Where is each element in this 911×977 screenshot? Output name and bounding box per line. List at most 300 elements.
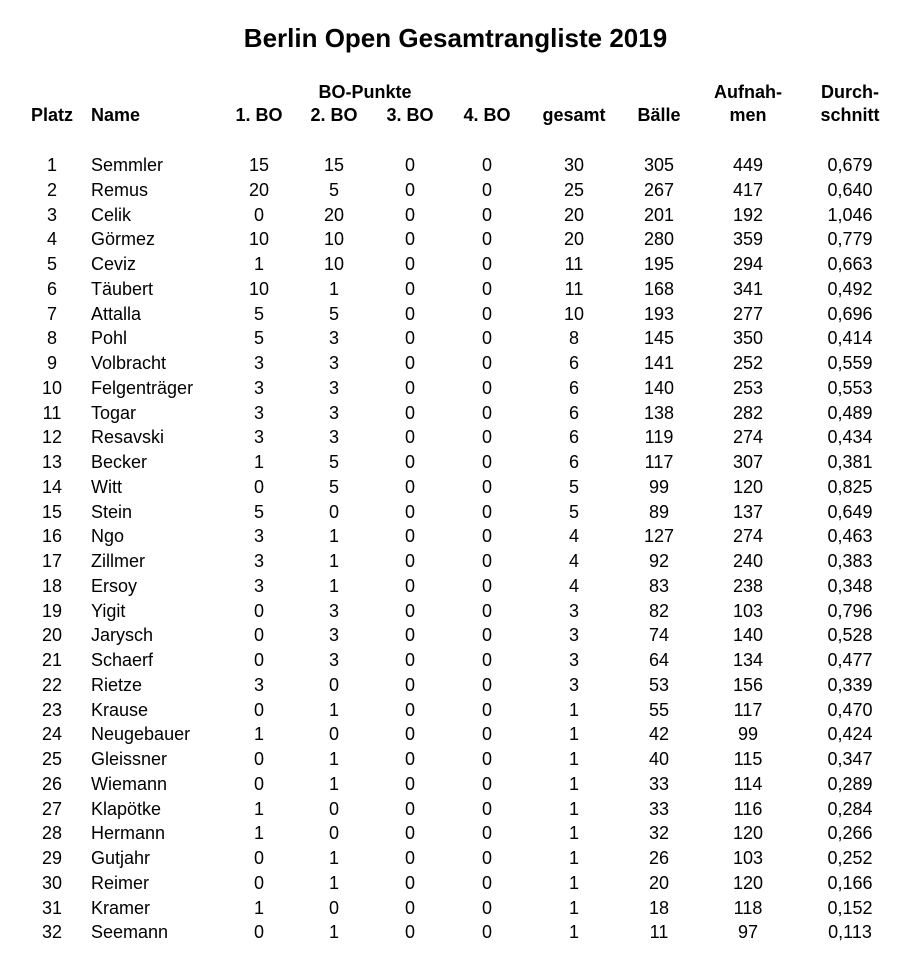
cell-platz: 12 bbox=[41, 427, 63, 448]
cell-platz: 13 bbox=[41, 452, 63, 472]
cell-aufnahmen: 118 bbox=[733, 897, 763, 918]
cell-gesamt: 11 bbox=[564, 254, 584, 274]
table-row bbox=[0, 722, 911, 747]
cell-bo3: 0 bbox=[404, 575, 415, 596]
cell-balle: 141 bbox=[643, 353, 675, 373]
cell-bo1: 0 bbox=[253, 650, 264, 670]
cell-balle: 168 bbox=[643, 278, 675, 299]
cell-bo1: 0 bbox=[253, 848, 264, 868]
cell-aufnahmen: 238 bbox=[732, 575, 764, 596]
page-title: Berlin Open Gesamtrangliste 2019 bbox=[243, 23, 668, 53]
cell-name: Stein bbox=[91, 501, 133, 522]
cell-bo3: 0 bbox=[404, 872, 415, 893]
cell-aufnahmen: 116 bbox=[733, 798, 763, 819]
cell-bo2: 3 bbox=[328, 625, 339, 646]
cell-durchschnitt: 0,347 bbox=[827, 749, 873, 769]
cell-balle: 53 bbox=[648, 674, 670, 695]
cell-bo3: 0 bbox=[404, 798, 415, 819]
cell-bo2: 1 bbox=[328, 551, 339, 571]
cell-gesamt: 5 bbox=[568, 501, 579, 522]
cell-bo3: 0 bbox=[404, 303, 415, 324]
cell-gesamt: 6 bbox=[568, 353, 579, 373]
cell-name: Krause bbox=[91, 699, 149, 720]
cell-platz: 16 bbox=[41, 526, 63, 547]
cell-bo4: 0 bbox=[481, 625, 492, 646]
cell-durchschnitt: 0,470 bbox=[827, 699, 873, 720]
cell-bo3: 0 bbox=[404, 724, 415, 745]
cell-bo4: 0 bbox=[481, 402, 492, 423]
cell-bo4: 0 bbox=[481, 278, 492, 299]
cell-balle: 33 bbox=[648, 798, 670, 819]
cell-platz: 22 bbox=[41, 674, 63, 695]
cell-gesamt: 1 bbox=[568, 773, 579, 794]
cell-name: Kramer bbox=[91, 897, 151, 918]
cell-balle: 99 bbox=[648, 476, 670, 497]
cell-bo2: 1 bbox=[328, 922, 339, 943]
cell-bo1: 10 bbox=[248, 278, 270, 299]
cell-aufnahmen: 252 bbox=[732, 353, 764, 373]
cell-balle: 83 bbox=[648, 575, 670, 596]
cell-bo4: 0 bbox=[481, 328, 492, 349]
cell-gesamt: 1 bbox=[568, 848, 579, 868]
cell-bo4: 0 bbox=[481, 204, 492, 225]
cell-bo1: 20 bbox=[248, 179, 270, 200]
cell-bo4: 0 bbox=[481, 179, 492, 200]
cell-bo4: 0 bbox=[481, 377, 492, 398]
cell-bo1: 0 bbox=[253, 600, 264, 621]
cell-bo4: 0 bbox=[481, 699, 492, 720]
cell-gesamt: 3 bbox=[568, 625, 579, 646]
cell-bo4: 0 bbox=[481, 650, 492, 670]
cell-balle: 138 bbox=[643, 402, 675, 423]
cell-bo4: 0 bbox=[481, 229, 492, 250]
cell-durchschnitt: 0,152 bbox=[827, 897, 873, 918]
cell-gesamt: 6 bbox=[568, 452, 579, 472]
ranking-table-body bbox=[0, 153, 911, 945]
table-row bbox=[0, 648, 911, 673]
cell-bo3: 0 bbox=[404, 229, 415, 250]
cell-platz: 7 bbox=[46, 303, 57, 324]
cell-bo3: 0 bbox=[404, 204, 415, 225]
header-aufnahmen bbox=[702, 81, 794, 127]
cell-aufnahmen: 103 bbox=[732, 848, 764, 868]
cell-bo3: 0 bbox=[404, 452, 415, 472]
cell-bo2: 1 bbox=[328, 749, 339, 769]
cell-bo4: 0 bbox=[481, 476, 492, 497]
cell-balle: 140 bbox=[643, 377, 675, 398]
table-row bbox=[0, 500, 911, 525]
cell-durchschnitt: 0,559 bbox=[827, 353, 873, 373]
cell-gesamt: 20 bbox=[563, 204, 585, 225]
table-row bbox=[0, 797, 911, 822]
cell-durchschnitt: 0,796 bbox=[827, 600, 873, 621]
cell-balle: 40 bbox=[648, 749, 670, 769]
cell-bo1: 5 bbox=[253, 303, 264, 324]
table-row bbox=[0, 772, 911, 797]
cell-bo1: 1 bbox=[253, 452, 264, 472]
cell-durchschnitt: 0,825 bbox=[827, 476, 873, 497]
table-row bbox=[0, 821, 911, 846]
cell-bo4: 0 bbox=[481, 897, 492, 918]
table-row bbox=[0, 401, 911, 426]
cell-bo2: 1 bbox=[328, 278, 339, 299]
table-row bbox=[0, 524, 911, 549]
header-aufnahmen-line1: Aufnah- bbox=[714, 82, 782, 102]
cell-bo4: 0 bbox=[481, 823, 492, 844]
cell-bo4: 0 bbox=[481, 674, 492, 695]
cell-platz: 19 bbox=[41, 600, 63, 621]
cell-balle: 20 bbox=[648, 872, 670, 893]
cell-aufnahmen: 134 bbox=[732, 650, 764, 670]
cell-bo3: 0 bbox=[404, 823, 415, 844]
cell-name: Felgenträger bbox=[91, 377, 194, 398]
cell-gesamt: 4 bbox=[568, 575, 579, 596]
cell-bo2: 10 bbox=[323, 254, 345, 274]
table-row bbox=[0, 475, 911, 500]
cell-bo1: 0 bbox=[253, 922, 264, 943]
cell-durchschnitt: 0,113 bbox=[828, 922, 872, 943]
cell-bo1: 3 bbox=[253, 402, 264, 423]
cell-platz: 10 bbox=[41, 377, 63, 398]
cell-platz: 29 bbox=[41, 848, 63, 868]
cell-bo1: 3 bbox=[253, 353, 264, 373]
cell-aufnahmen: 156 bbox=[732, 674, 764, 695]
cell-bo1: 1 bbox=[253, 798, 264, 819]
cell-name: Täubert bbox=[91, 278, 154, 299]
cell-bo1: 1 bbox=[253, 254, 264, 274]
cell-bo2: 5 bbox=[328, 476, 339, 497]
cell-bo3: 0 bbox=[404, 749, 415, 769]
cell-platz: 15 bbox=[41, 501, 63, 522]
cell-bo2: 3 bbox=[328, 650, 339, 670]
cell-durchschnitt: 0,528 bbox=[827, 625, 873, 646]
cell-balle: 305 bbox=[643, 155, 675, 175]
cell-bo3: 0 bbox=[404, 625, 415, 646]
cell-bo2: 0 bbox=[328, 501, 339, 522]
table-row bbox=[0, 549, 911, 574]
cell-balle: 280 bbox=[643, 229, 675, 250]
cell-gesamt: 1 bbox=[568, 897, 579, 918]
cell-bo2: 0 bbox=[328, 823, 339, 844]
cell-balle: 33 bbox=[648, 773, 670, 794]
cell-platz: 17 bbox=[41, 551, 63, 571]
cell-name: Neugebauer bbox=[91, 724, 191, 745]
cell-durchschnitt: 0,679 bbox=[827, 155, 873, 175]
cell-bo2: 1 bbox=[328, 575, 339, 596]
cell-bo1: 0 bbox=[253, 699, 264, 720]
cell-aufnahmen: 140 bbox=[732, 625, 764, 646]
cell-bo1: 0 bbox=[253, 625, 264, 646]
cell-durchschnitt: 0,381 bbox=[827, 452, 873, 472]
cell-bo2: 5 bbox=[328, 179, 339, 200]
cell-bo3: 0 bbox=[404, 427, 415, 448]
table-row bbox=[0, 178, 911, 203]
cell-bo3: 0 bbox=[404, 501, 415, 522]
header-name: Name bbox=[91, 105, 141, 125]
cell-gesamt: 4 bbox=[568, 551, 579, 571]
cell-aufnahmen: 120 bbox=[732, 823, 764, 844]
cell-balle: 11 bbox=[649, 922, 669, 943]
table-row bbox=[0, 425, 911, 450]
cell-gesamt: 1 bbox=[568, 823, 579, 844]
cell-aufnahmen: 240 bbox=[732, 551, 764, 571]
table-row bbox=[0, 747, 911, 772]
cell-balle: 55 bbox=[648, 699, 670, 720]
cell-gesamt: 1 bbox=[568, 922, 579, 943]
cell-durchschnitt: 0,779 bbox=[827, 229, 873, 250]
cell-aufnahmen: 97 bbox=[737, 922, 759, 943]
header-balle: Bälle bbox=[637, 105, 681, 125]
cell-durchschnitt: 0,492 bbox=[827, 278, 873, 299]
cell-bo4: 0 bbox=[481, 600, 492, 621]
cell-durchschnitt: 0,663 bbox=[827, 254, 873, 274]
cell-name: Remus bbox=[91, 179, 149, 200]
cell-bo2: 0 bbox=[328, 897, 339, 918]
cell-aufnahmen: 294 bbox=[732, 254, 764, 274]
cell-balle: 74 bbox=[648, 625, 670, 646]
cell-gesamt: 25 bbox=[563, 179, 585, 200]
cell-platz: 21 bbox=[41, 650, 63, 670]
table-row bbox=[0, 896, 911, 921]
cell-gesamt: 1 bbox=[568, 872, 579, 893]
cell-name: Jarysch bbox=[91, 625, 154, 646]
cell-bo3: 0 bbox=[404, 377, 415, 398]
cell-bo2: 15 bbox=[323, 155, 345, 175]
cell-bo1: 0 bbox=[253, 204, 264, 225]
cell-balle: 26 bbox=[648, 848, 670, 868]
cell-durchschnitt: 0,649 bbox=[827, 501, 873, 522]
cell-bo2: 1 bbox=[328, 773, 339, 794]
cell-durchschnitt: 0,289 bbox=[827, 773, 873, 794]
cell-name: Volbracht bbox=[91, 353, 167, 373]
cell-bo4: 0 bbox=[481, 452, 492, 472]
cell-platz: 9 bbox=[46, 353, 57, 373]
cell-bo4: 0 bbox=[481, 303, 492, 324]
cell-bo1: 1 bbox=[253, 897, 264, 918]
cell-bo2: 0 bbox=[328, 798, 339, 819]
cell-platz: 6 bbox=[46, 278, 57, 299]
cell-bo4: 0 bbox=[481, 526, 492, 547]
cell-durchschnitt: 0,414 bbox=[827, 328, 873, 349]
cell-bo1: 0 bbox=[253, 773, 264, 794]
cell-gesamt: 3 bbox=[568, 600, 579, 621]
cell-gesamt: 30 bbox=[563, 155, 585, 175]
cell-gesamt: 3 bbox=[568, 650, 579, 670]
cell-balle: 127 bbox=[643, 526, 675, 547]
cell-platz: 11 bbox=[42, 402, 62, 423]
cell-gesamt: 1 bbox=[568, 749, 579, 769]
cell-durchschnitt: 0,489 bbox=[827, 402, 873, 423]
cell-name: Görmez bbox=[91, 229, 156, 250]
cell-gesamt: 6 bbox=[568, 402, 579, 423]
header-bo2: 2. BO bbox=[310, 105, 358, 125]
cell-name: Ceviz bbox=[91, 254, 137, 274]
header-durchschnitt-line1: Durch- bbox=[821, 82, 879, 102]
cell-bo1: 1 bbox=[253, 823, 264, 844]
cell-bo2: 3 bbox=[328, 328, 339, 349]
cell-platz: 20 bbox=[41, 625, 63, 646]
cell-name: Becker bbox=[91, 452, 148, 472]
cell-balle: 267 bbox=[643, 179, 675, 200]
cell-bo2: 1 bbox=[328, 699, 339, 720]
cell-bo2: 0 bbox=[328, 674, 339, 695]
cell-bo1: 15 bbox=[248, 155, 270, 175]
cell-aufnahmen: 350 bbox=[732, 328, 764, 349]
cell-bo2: 5 bbox=[328, 452, 339, 472]
cell-gesamt: 5 bbox=[568, 476, 579, 497]
cell-aufnahmen: 417 bbox=[732, 179, 764, 200]
cell-aufnahmen: 277 bbox=[732, 303, 764, 324]
cell-bo3: 0 bbox=[404, 254, 415, 274]
cell-bo4: 0 bbox=[481, 427, 492, 448]
cell-bo1: 10 bbox=[248, 229, 270, 250]
cell-bo4: 0 bbox=[481, 155, 492, 175]
cell-durchschnitt: 0,553 bbox=[827, 377, 873, 398]
cell-bo3: 0 bbox=[404, 699, 415, 720]
cell-platz: 32 bbox=[41, 922, 63, 943]
cell-bo1: 3 bbox=[253, 427, 264, 448]
header-bo3: 3. BO bbox=[386, 105, 434, 125]
cell-aufnahmen: 449 bbox=[732, 155, 764, 175]
cell-balle: 82 bbox=[648, 600, 670, 621]
cell-bo1: 3 bbox=[253, 551, 264, 571]
cell-name: Ersoy bbox=[91, 575, 138, 596]
cell-bo3: 0 bbox=[404, 476, 415, 497]
cell-balle: 18 bbox=[648, 897, 670, 918]
cell-name: Ngo bbox=[91, 526, 125, 547]
cell-bo3: 0 bbox=[404, 551, 415, 571]
cell-aufnahmen: 120 bbox=[732, 872, 764, 893]
cell-bo2: 5 bbox=[328, 303, 339, 324]
cell-gesamt: 11 bbox=[564, 278, 584, 299]
cell-bo3: 0 bbox=[404, 526, 415, 547]
cell-aufnahmen: 103 bbox=[732, 600, 764, 621]
cell-name: Semmler bbox=[91, 155, 164, 175]
cell-bo4: 0 bbox=[481, 773, 492, 794]
cell-bo1: 5 bbox=[253, 328, 264, 349]
table-row bbox=[0, 227, 911, 252]
cell-platz: 14 bbox=[41, 476, 63, 497]
cell-balle: 117 bbox=[644, 452, 674, 472]
cell-aufnahmen: 253 bbox=[732, 377, 764, 398]
cell-bo3: 0 bbox=[404, 328, 415, 349]
cell-bo2: 3 bbox=[328, 427, 339, 448]
table-row bbox=[0, 277, 911, 302]
cell-bo3: 0 bbox=[404, 353, 415, 373]
cell-balle: 201 bbox=[643, 204, 675, 225]
cell-name: Gleissner bbox=[91, 749, 168, 769]
cell-bo3: 0 bbox=[404, 179, 415, 200]
cell-name: Seemann bbox=[91, 922, 169, 943]
cell-gesamt: 6 bbox=[568, 377, 579, 398]
cell-gesamt: 10 bbox=[563, 303, 585, 324]
cell-platz: 3 bbox=[46, 204, 57, 225]
cell-name: Attalla bbox=[91, 303, 142, 324]
cell-bo1: 1 bbox=[253, 724, 264, 745]
cell-balle: 32 bbox=[648, 823, 670, 844]
cell-aufnahmen: 99 bbox=[737, 724, 759, 745]
table-row bbox=[0, 920, 911, 945]
cell-bo1: 5 bbox=[253, 501, 264, 522]
table-row bbox=[0, 302, 911, 327]
table-row bbox=[0, 203, 911, 228]
cell-durchschnitt: 0,252 bbox=[827, 848, 873, 868]
cell-name: Togar bbox=[91, 402, 137, 423]
cell-durchschnitt: 0,696 bbox=[827, 303, 873, 324]
cell-aufnahmen: 120 bbox=[732, 476, 764, 497]
cell-durchschnitt: 0,348 bbox=[827, 575, 873, 596]
cell-gesamt: 1 bbox=[568, 798, 579, 819]
cell-durchschnitt: 0,463 bbox=[827, 526, 873, 547]
cell-bo1: 3 bbox=[253, 377, 264, 398]
cell-platz: 5 bbox=[46, 254, 57, 274]
cell-bo4: 0 bbox=[481, 872, 492, 893]
cell-bo2: 0 bbox=[328, 724, 339, 745]
cell-bo4: 0 bbox=[481, 575, 492, 596]
table-row bbox=[0, 252, 911, 277]
cell-bo4: 0 bbox=[481, 254, 492, 274]
cell-bo2: 3 bbox=[328, 377, 339, 398]
cell-bo3: 0 bbox=[404, 278, 415, 299]
cell-bo3: 0 bbox=[404, 922, 415, 943]
cell-aufnahmen: 359 bbox=[732, 229, 764, 250]
cell-bo4: 0 bbox=[481, 848, 492, 868]
cell-bo4: 0 bbox=[481, 724, 492, 745]
cell-bo3: 0 bbox=[404, 848, 415, 868]
table-row bbox=[0, 153, 911, 178]
cell-name: Hermann bbox=[91, 823, 166, 844]
table-row bbox=[0, 846, 911, 871]
cell-gesamt: 6 bbox=[568, 427, 579, 448]
cell-durchschnitt: 0,266 bbox=[827, 823, 873, 844]
cell-name: Witt bbox=[91, 476, 122, 497]
header-durchschnitt-line2: schnitt bbox=[820, 105, 880, 125]
cell-balle: 145 bbox=[643, 328, 675, 349]
cell-platz: 23 bbox=[41, 699, 63, 720]
cell-bo3: 0 bbox=[404, 155, 415, 175]
cell-bo2: 20 bbox=[323, 204, 345, 225]
cell-balle: 193 bbox=[643, 303, 675, 324]
cell-durchschnitt: 0,166 bbox=[827, 872, 873, 893]
cell-platz: 24 bbox=[41, 724, 63, 745]
header-bo1: 1. BO bbox=[235, 105, 283, 125]
cell-name: Gutjahr bbox=[91, 848, 151, 868]
cell-bo1: 0 bbox=[253, 476, 264, 497]
cell-bo1: 3 bbox=[253, 526, 264, 547]
cell-bo2: 3 bbox=[328, 353, 339, 373]
cell-platz: 26 bbox=[41, 773, 63, 794]
cell-platz: 27 bbox=[41, 798, 63, 819]
cell-bo3: 0 bbox=[404, 402, 415, 423]
table-row bbox=[0, 351, 911, 376]
cell-aufnahmen: 192 bbox=[732, 204, 764, 225]
table-row bbox=[0, 376, 911, 401]
table-row bbox=[0, 673, 911, 698]
cell-bo1: 3 bbox=[253, 575, 264, 596]
table-row bbox=[0, 698, 911, 723]
cell-aufnahmen: 341 bbox=[732, 278, 764, 299]
cell-gesamt: 4 bbox=[568, 526, 579, 547]
header-gesamt: gesamt bbox=[542, 105, 606, 125]
table-row bbox=[0, 599, 911, 624]
cell-bo4: 0 bbox=[481, 353, 492, 373]
cell-balle: 64 bbox=[648, 650, 670, 670]
table-row bbox=[0, 574, 911, 599]
cell-gesamt: 20 bbox=[563, 229, 585, 250]
cell-bo3: 0 bbox=[404, 650, 415, 670]
cell-aufnahmen: 114 bbox=[733, 773, 763, 794]
cell-aufnahmen: 282 bbox=[732, 402, 764, 423]
